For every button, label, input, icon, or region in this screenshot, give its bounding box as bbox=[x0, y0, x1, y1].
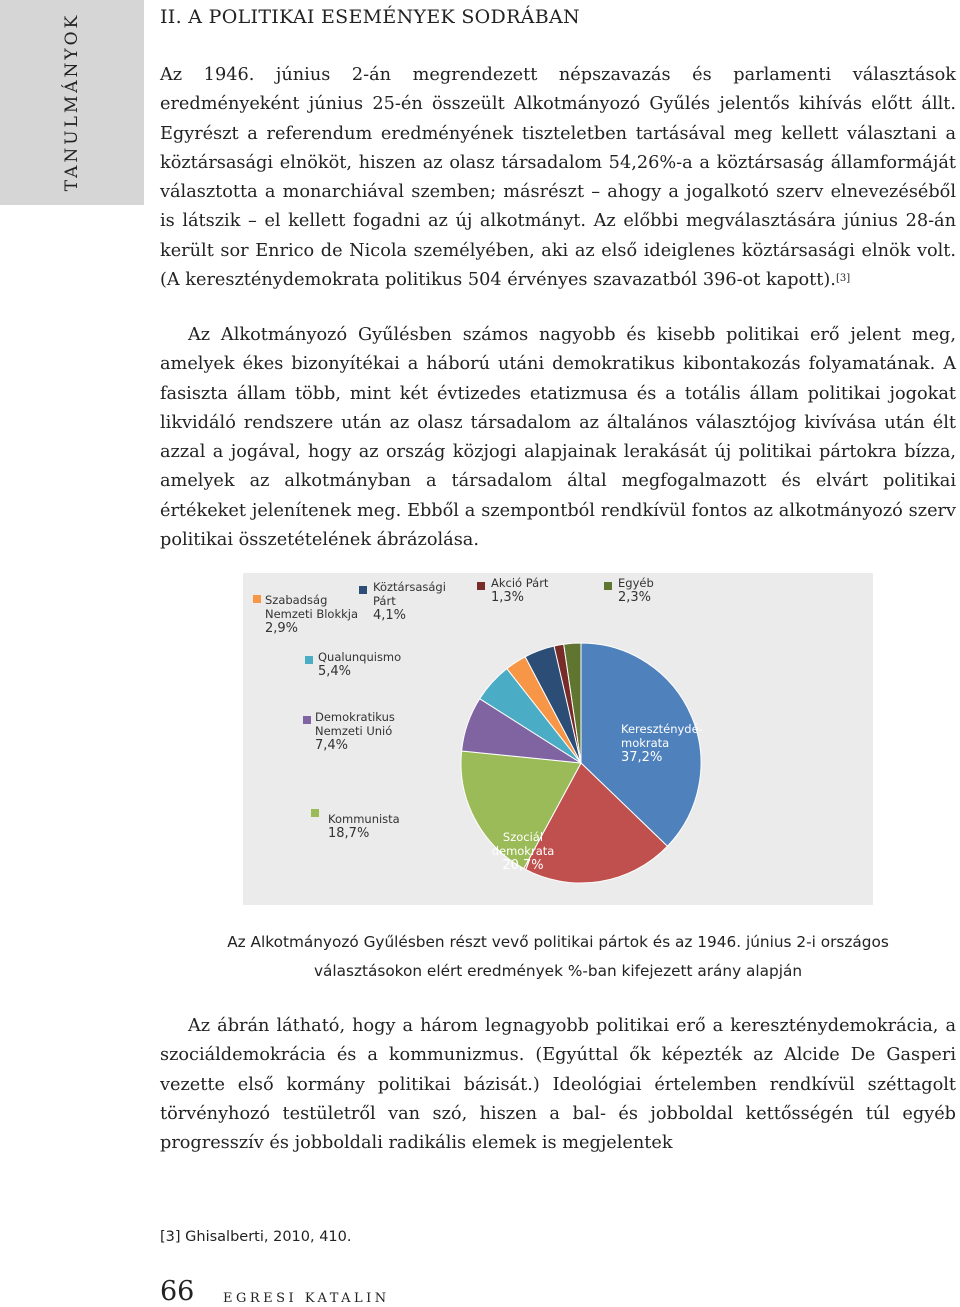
slice-label: Szociál demokrata 20,7% bbox=[491, 830, 555, 873]
slice-label: Kereszténydé-mokrata 37,2% bbox=[621, 722, 703, 765]
paragraph-3 bbox=[160, 1012, 956, 1158]
page-number: 66 bbox=[160, 1276, 195, 1307]
caption-line-2: választásokon elért eredmények %-ban kifejezett arány alapján bbox=[313, 962, 803, 980]
legend-marker bbox=[303, 716, 311, 724]
footnote: [3] Ghisalberti, 2010, 410. bbox=[160, 1229, 352, 1245]
slice-label: Kommunista 18,7% bbox=[328, 812, 400, 841]
legend-marker bbox=[359, 586, 367, 594]
legend-marker bbox=[477, 582, 485, 590]
legend-marker bbox=[604, 582, 612, 590]
figure-caption bbox=[160, 928, 956, 986]
paragraph-1 bbox=[160, 61, 956, 295]
slice-label: Qualunquismo 5,4% bbox=[318, 650, 402, 679]
legend-marker bbox=[253, 595, 261, 603]
slice-label: Köztársasági Párt 4,1% bbox=[373, 580, 446, 623]
legend-marker bbox=[311, 809, 319, 817]
paragraph-2-text: Az Alkotmányozó Gyűlésben számos nagyobb és kisebb politikai erő jelent meg, amelyek ékes bizonyítékai a háború utáni demokratikus kibontakozás folyamatának. A fasiszta állam több, mint két évtizedes etatizmusa és a totális állam politikai jogokat likvidáló rendszere után az olasz társadalom az általános választójog kivívása után élt azzal a jogával, hogy az ország közjogi alapjainak lerakását új politikai pártokra bízza, amelyek az alkotmányban a társadalom által megfogalmazott és elvárt politikai értékeket jelenítenek meg. Ebből a szempontból rendkívül fontos az alkotmányozó szerv politikai összetételének ábrázolása. bbox=[160, 325, 956, 551]
running-footer-author: EGRESI KATALIN bbox=[223, 1291, 390, 1306]
paragraph-2 bbox=[160, 321, 956, 555]
section-sidetab bbox=[0, 0, 144, 205]
footnote-ref[interactable]: [3] bbox=[835, 273, 851, 285]
slice-label: Akció Párt 1,3% bbox=[491, 576, 549, 605]
paragraph-3-text: Az ábrán látható, hogy a három legnagyobb politikai erő a kereszténydemokrácia, a szociáldemokrácia és a kommunizmus. (Egyúttal ők képezték az Alcide De Gasperi vezette első kormány politikai bázisát.) Ideológiai értelemben rendkívül széttagolt törvényhozó testületről van szó, hiszen a bal- és jobboldal kettősségén túl egyéb progresszív és jobboldali radikális elemek is megjelentek bbox=[160, 1016, 956, 1154]
paragraph-1-text: Az 1946. június 2-án megrendezett népszavazás és parlamenti választások eredményeként június 25-én összeült Alkotmányozó Gyűlés jelentős kihívás előtt állt. Egyrészt a referendum eredményének tiszteletben tartásával meg kellett választani a köztársasági elnököt, hiszen az olasz társadalom 54,26%-a a köztársaság államformáját választotta a monarchiával szemben; másrészt – ahogy a jogalkotó szerv elnevezéséből is látszik – el kellett fogadni az új alkotmányt. Az előbbi megválasztására június 28-án került sor Enrico de Nicola személyében, aki az első ideiglenes köztársasági elnök volt. (A kereszténydemokrata politikus 504 érvényes szavazatból 396-ot kapott). bbox=[160, 65, 956, 291]
caption-line-1: Az Alkotmányozó Gyűlésben részt vevő politikai pártok és az 1946. június 2-i országos bbox=[227, 933, 889, 951]
slice-label: Demokratikus Nemzeti Unió 7,4% bbox=[315, 710, 395, 753]
pie-chart bbox=[243, 573, 873, 905]
slice-label: Szabadság Nemzeti Blokkja 2,9% bbox=[265, 593, 359, 636]
sidetab-label: TANULMÁNYOK bbox=[62, 12, 82, 192]
section-title: II. A POLITIKAI ESEMÉNYEK SODRÁBAN bbox=[160, 6, 580, 28]
pie-chart-svg bbox=[243, 573, 873, 905]
legend-marker bbox=[305, 656, 313, 664]
slice-label: Egyéb 2,3% bbox=[618, 576, 654, 605]
